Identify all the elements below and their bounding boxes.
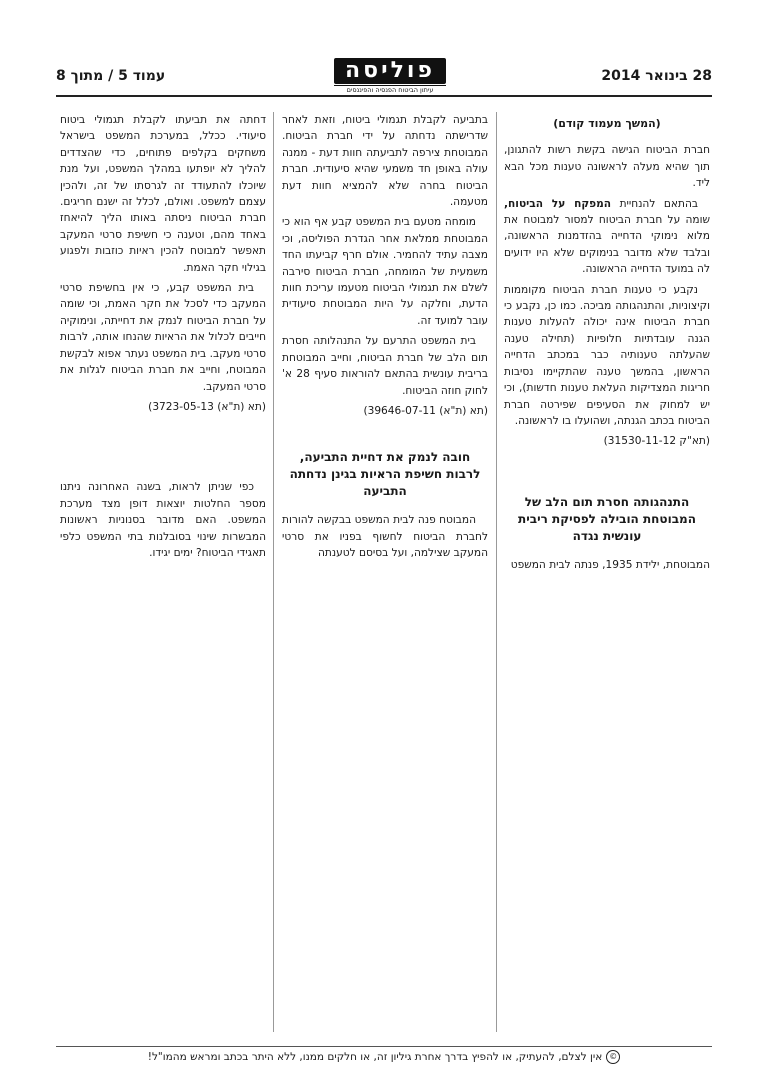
case-citation: (תא (ת"א) 39646-07-11) bbox=[363, 404, 488, 417]
article-column-right bbox=[504, 112, 710, 577]
paragraph: בית המשפט קבע, כי אין בחשיפת סרטי המעקב כדי לסכל את חקר האמת, וכי שומה על חברת הביטוח לנמק את דחייתה, ונימוקיה חייבים לכלול את הראיות שהנחו אותה, לרבות סרטי מעקב. בית המשפט נעתר אפוא לבקשת המבוטח, וחייב את חברת הביטוח לגלות את סרטי המעקב. bbox=[60, 282, 266, 393]
paragraph: בתביעה לקבלת תגמולי ביטוח, וזאת לאחר שדרישתה נדחתה על ידי חברת הביטוח. המבוטחת צירפה לתביעתה חוות דעת - ממנה עולה באופן חד משמעי שהיא סיעודית. חברת הביטוח בחרה שלא להמציא חוות דעת מטעמה. bbox=[282, 114, 488, 209]
column-divider bbox=[273, 112, 274, 1032]
publication-logo bbox=[334, 58, 446, 93]
column-divider bbox=[496, 112, 497, 1032]
paragraph: נקבע כי טענות חברת הביטוח מקוממות וקיצוניות, והתנהגותה מביכה. כמו כן, נקבע כי חברת הביטוח אינה יכולה להעלות טענות הגנה עובדתיות חלופיות (תחילה טענה שהעלתה טענותיה כבר במכתב הדחייה הראשון, בהמשך טענה שהתקיימו נסיבות חריגות המצדיקות העלאת טענות חדשות), וכי יש למחוק את הסעיפים שפירטה חברת הביטוח בכתב הגנתה, ושהועלו בו לראשונה. bbox=[504, 283, 710, 427]
paragraph: כפי שניתן לראות, בשנה האחרונה ניתנו מספר החלטות יוצאות דופן מצד מערכת המשפט. האם מדובר בסנוניות ראשונות המבשרות שינוי בסובלנות בתי המשפט כלפי תאגידי הביטוח? ימים יגידו. bbox=[60, 481, 266, 559]
case-citation: (תא"ק 31530-11-12) bbox=[603, 435, 710, 448]
article-column-left bbox=[60, 112, 266, 565]
paragraph: דחתה את תביעתו לקבלת תגמולי ביטוח סיעודי. ככלל, במערכת המשפט בישראל משחקים בקלפים פתוחים, כדי שהצדדים להליך לא יופתעו במהלך המשפט, ועל מנת שיוכלו להתעודד זה לגרסתו של זה, ולהכין עצמם למשפט. ואולם, לכלל זה ישנם חריגים. חברת הביטוח ניסתה באותו הליך להיאחז באחד מהם, וטענה כי חשיפת סרטי המעקב תאפשר למבוטח להכין ראיות כוזבות ולפגוע בגילוי חקר האמת. bbox=[60, 114, 266, 274]
paragraph-text: בהתאם להנחיית bbox=[611, 197, 698, 210]
logo-name: פוליסה bbox=[334, 58, 446, 84]
paragraph bbox=[504, 196, 710, 278]
article-column-middle bbox=[282, 112, 488, 566]
copyright-icon: © bbox=[606, 1050, 620, 1064]
continued-label: (המשך מעמוד קודם) bbox=[553, 117, 661, 130]
paragraph: בית המשפט התרעם על התנהלותה חסרת תום הלב של חברת הביטוח, וחייב המבוטחת בריבית עונשית בהתאם להוראות סעיף 28 א' לחוק חוזה הביטוח. bbox=[282, 335, 488, 397]
case-citation: (תא (ת"א) 3723-05-13) bbox=[148, 400, 266, 413]
paragraph: חברת הביטוח הגישה בקשת רשות להתגונן, תוך שהיא מעלה לראשונה טענות מכל הבא ליד. bbox=[504, 144, 710, 190]
logo-tagline: עיתון הביטוח הפנסיה והפיננסים bbox=[334, 85, 446, 94]
section-heading: התנהגותה חסרת תום הלב של המבוטחת הובילה לפסיקת ריבית עונשית נגדה bbox=[518, 494, 696, 543]
paragraph-text: שומה על חברת הביטוח למסור למבוטח את מלוא נימוקי הדחייה בהזדמנות הראשונה, ובלבד שלא מדובר בנימוקים שלא היו ידועים לה במועד הדחייה הראשונה. bbox=[504, 214, 710, 276]
header-divider bbox=[56, 95, 712, 97]
copyright-footer bbox=[56, 1050, 712, 1072]
page-number: עמוד 5 / מתוך 8 bbox=[56, 68, 166, 84]
copyright-notice: אין לצלם, להעתיק, או להפיץ בדרך אחרת גיליון זה, או חלקים ממנו, ללא היתר בכתב ומראש מהמו"ל! bbox=[147, 1051, 603, 1063]
section-heading: חובה לנמק את דחיית התביעה, לרבות חשיפת הראיות בגינן נדחתה התביעה bbox=[289, 450, 481, 499]
emphasis-text: המפקח על הביטוח, bbox=[504, 197, 612, 210]
page-header bbox=[56, 58, 712, 94]
paragraph: מומחה מטעם בית המשפט קבע אף הוא כי המבוטחת ממלאת אחר הגדרת הפוליסה, וכי מצבה עתיד להחמיר. אולם חרף קביעתו החד משמעית של המומחה, חברת הביטוח סירבה לשלם את תגמולי הביטוח מטעמו עריכת חוות הדעת, וחלקה על היות המבוטחת סיעודית עובר למועד זה. bbox=[282, 216, 488, 327]
paragraph: המבוטח פנה לבית המשפט בבקשה להורות לחברת הביטוח לחשוף בפניו את סרטי המעקב שצילמה, ועל בסיסם לטענתה bbox=[282, 514, 488, 560]
footer-divider bbox=[56, 1046, 712, 1047]
paragraph: המבוטחת, ילידת 1935, פנתה לבית המשפט bbox=[510, 558, 710, 571]
issue-date: 28 בינואר 2014 bbox=[601, 68, 712, 84]
